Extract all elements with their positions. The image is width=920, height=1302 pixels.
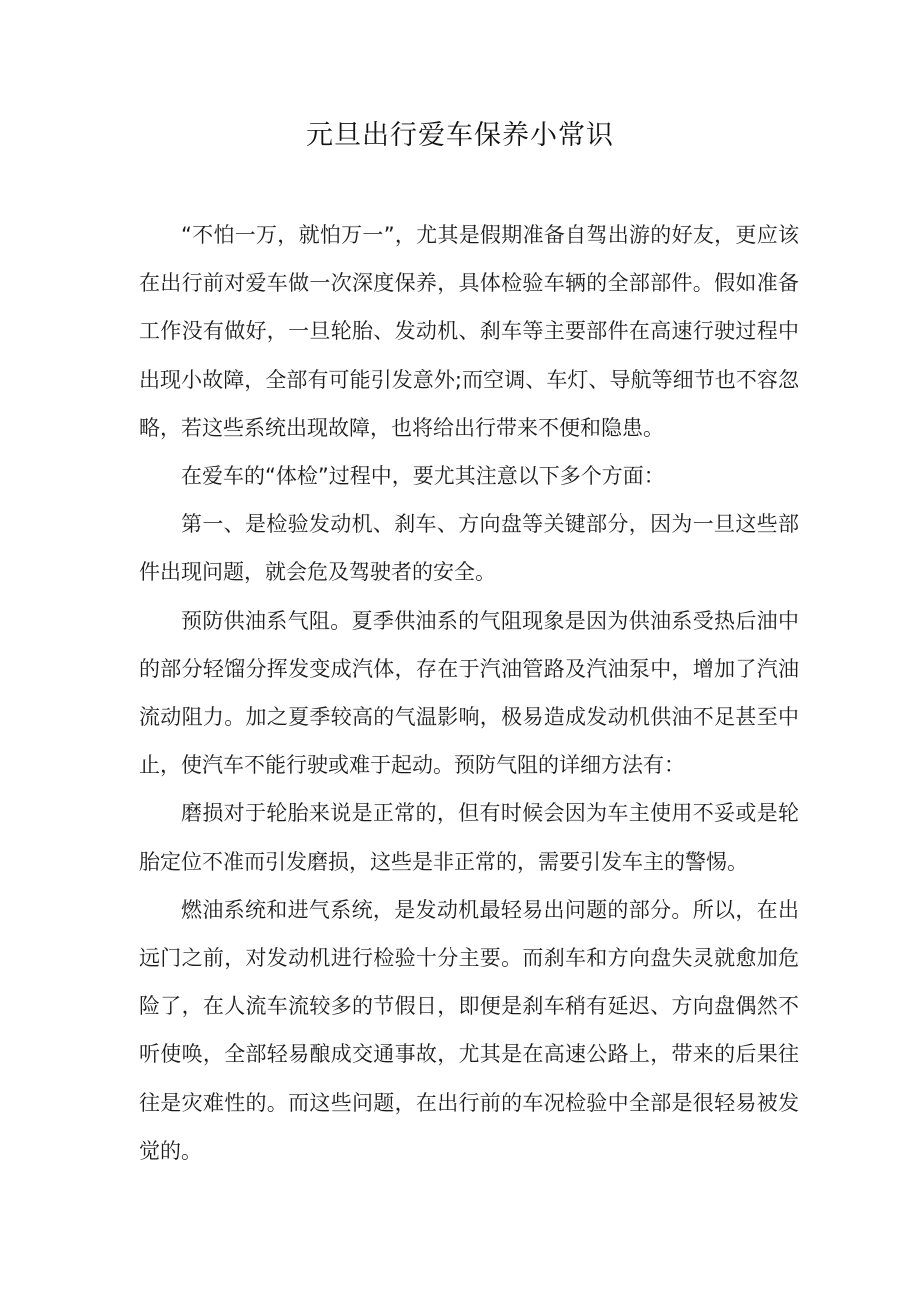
paragraph-6: 燃油系统和进气系统，是发动机最轻易出问题的部分。所以，在出远门之前，对发动机进行检验十分主要。而刹车和方向盘失灵就愈加危险了，在人流车流较多的节假日，即便是刹车稍有延迟、方向盘偶然不听使唤，全部轻易酿成交通事故，尤其是在高速公路上，带来的后果往往是灾难性的。而这些问题，在出行前的车况检验中全部是很轻易被发觉的。	[139, 897, 799, 1163]
document-body	[139, 211, 799, 1175]
paragraph-2: 在爱车的“体检”过程中，要尤其注意以下多个方面：	[181, 464, 665, 489]
document-title: 元旦出行爱车保养小常识	[306, 120, 614, 151]
paragraph-5: 磨损对于轮胎来说是正常的，但有时候会因为车主使用不妥或是轮胎定位不准而引发磨损，这些是非正常的，需要引发车主的警惕。	[139, 801, 799, 874]
paragraph-3: 第一、是检验发动机、刹车、方向盘等关键部分，因为一旦这些部件出现问题，就会危及驾驶者的安全。	[139, 512, 799, 585]
paragraph-1: “不怕一万，就怕万一”，尤其是假期准备自驾出游的好友，更应该在出行前对爱车做一次深度保养，具体检验车辆的全部部件。假如准备工作没有做好，一旦轮胎、发动机、刹车等主要部件在高速行驶过程中出现小故障，全部有可能引发意外;而空调、车灯、导航等细节也不容忽略，若这些系统出现故障，也将给出行带来不便和隐患。	[139, 223, 799, 440]
paragraph-4: 预防供油系气阻。夏季供油系的气阻现象是因为供油系受热后油中的部分轻馏分挥发变成汽体，存在于汽油管路及汽油泵中，增加了汽油流动阻力。加之夏季较高的气温影响，极易造成发动机供油不足甚至中止，使汽车不能行驶或难于起动。预防气阻的详细方法有：	[139, 608, 799, 778]
